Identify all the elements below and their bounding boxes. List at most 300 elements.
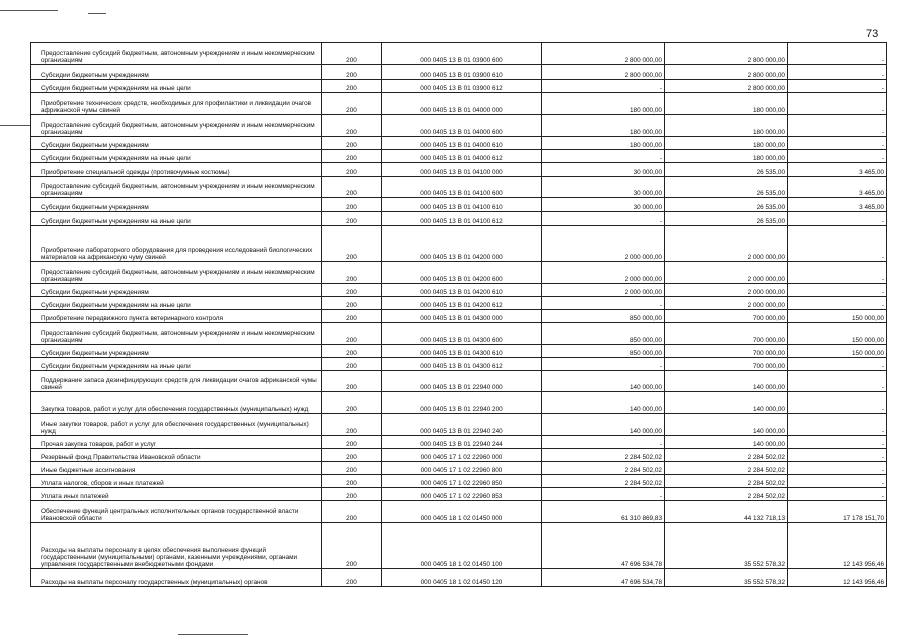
row-executed-amount: [665, 150, 788, 163]
row-unexecuted-amount-text: -: [881, 57, 884, 64]
row-code: [322, 163, 382, 177]
row-unexecuted-amount-text: 17 178 151,70: [843, 515, 884, 522]
row-approved-amount-text: 140 000,00: [630, 428, 662, 435]
row-unexecuted-amount-text: -: [881, 155, 884, 162]
row-code: [322, 297, 382, 310]
row-code: [322, 523, 382, 569]
row-code: [322, 323, 382, 345]
row-classifier-code-text: 000 0405 18 1 02 01450 100: [420, 561, 503, 568]
row-code-text: 200: [346, 155, 357, 162]
row-unexecuted-amount-text: -: [881, 254, 884, 261]
row-approved-amount: [542, 358, 665, 371]
row-executed-amount: [665, 177, 788, 198]
row-approved-amount: [542, 80, 665, 93]
row-code: [322, 449, 382, 462]
row-name: [31, 284, 322, 297]
row-code-text: 200: [346, 190, 357, 197]
table-row: [31, 80, 887, 93]
row-name-text: Предоставление субсидий бюджетным, автономным учреждениям и иным некоммерческим организациям: [41, 183, 315, 197]
row-name: [31, 501, 322, 523]
row-unexecuted-amount: [788, 345, 887, 358]
scan-mark: [0, 125, 30, 126]
row-code-text: 200: [346, 276, 357, 283]
row-classifier-code-text: 000 0405 17 1 02 22960 850: [420, 480, 503, 487]
row-classifier-code-text: 000 0405 17 1 02 22960 000: [420, 454, 503, 461]
row-executed-amount-text: 2 284 502,02: [747, 493, 785, 500]
row-approved-amount: [542, 501, 665, 523]
table-row: [31, 226, 887, 262]
row-unexecuted-amount: [788, 569, 887, 587]
row-executed-amount-text: 180 000,00: [753, 107, 785, 114]
row-classifier-code: [382, 150, 542, 163]
row-executed-amount: [665, 501, 788, 523]
row-executed-amount: [665, 297, 788, 310]
row-code: [322, 198, 382, 212]
budget-table: [30, 42, 887, 587]
row-approved-amount-text: 850 000,00: [630, 350, 662, 357]
row-name: [31, 80, 322, 93]
table-row: [31, 488, 887, 501]
row-executed-amount: [665, 262, 788, 284]
row-classifier-code: [382, 226, 542, 262]
row-classifier-code: [382, 198, 542, 212]
row-unexecuted-amount: [788, 163, 887, 177]
row-name: [31, 392, 322, 414]
row-executed-amount: [665, 462, 788, 475]
row-approved-amount: [542, 93, 665, 115]
row-name-text: Предоставление субсидий бюджетным, автономным учреждениям и иным некоммерческим организациям: [41, 269, 315, 283]
row-executed-amount: [665, 80, 788, 93]
row-classifier-code-text: 000 0405 13 В 01 04000 600: [420, 129, 503, 136]
table-row: [31, 569, 887, 587]
row-executed-amount: [665, 212, 788, 226]
row-executed-amount-text: 2 000 000,00: [747, 289, 785, 296]
row-name: [31, 198, 322, 212]
row-classifier-code-text: 000 0405 13 В 01 04100 000: [420, 169, 503, 176]
row-approved-amount-text: -: [659, 441, 662, 448]
row-approved-amount: [542, 115, 665, 137]
page-number: 73: [866, 28, 879, 40]
row-approved-amount: [542, 488, 665, 501]
row-classifier-code: [382, 345, 542, 358]
row-classifier-code: [382, 462, 542, 475]
row-approved-amount-text: 30 000,00: [633, 190, 662, 197]
row-classifier-code: [382, 115, 542, 137]
table-row: [31, 414, 887, 436]
row-name: [31, 212, 322, 226]
row-executed-amount: [665, 371, 788, 392]
row-approved-amount-text: -: [659, 493, 662, 500]
table-row: [31, 150, 887, 163]
row-name: [31, 163, 322, 177]
row-unexecuted-amount-text: 3 465,00: [859, 169, 884, 176]
scan-mark: [88, 13, 106, 14]
row-executed-amount: [665, 323, 788, 345]
row-classifier-code: [382, 414, 542, 436]
row-approved-amount-text: 2 284 502,02: [624, 480, 662, 487]
row-approved-amount: [542, 262, 665, 284]
row-unexecuted-amount-text: -: [881, 480, 884, 487]
row-approved-amount: [542, 392, 665, 414]
row-approved-amount: [542, 150, 665, 163]
row-executed-amount: [665, 414, 788, 436]
row-unexecuted-amount-text: -: [881, 129, 884, 136]
table-row: [31, 462, 887, 475]
row-executed-amount-text: 140 000,00: [753, 428, 785, 435]
table-row: [31, 358, 887, 371]
row-approved-amount: [542, 323, 665, 345]
table-row: [31, 475, 887, 488]
table-row: [31, 43, 887, 65]
row-approved-amount-text: -: [659, 155, 662, 162]
row-code-text: 200: [346, 515, 357, 522]
row-unexecuted-amount-text: -: [881, 72, 884, 79]
row-code-text: 200: [346, 107, 357, 114]
row-classifier-code-text: 000 0405 13 В 01 04100 610: [420, 204, 503, 211]
row-code-text: 200: [346, 254, 357, 261]
row-code-text: 200: [346, 218, 357, 225]
table-row: [31, 297, 887, 310]
table-row: [31, 93, 887, 115]
row-unexecuted-amount: [788, 137, 887, 150]
row-classifier-code: [382, 323, 542, 345]
row-classifier-code-text: 000 0405 13 В 01 04100 600: [420, 190, 503, 197]
row-executed-amount: [665, 65, 788, 80]
row-unexecuted-amount: [788, 436, 887, 449]
row-approved-amount-text: 2 000 000,00: [624, 276, 662, 283]
row-unexecuted-amount: [788, 80, 887, 93]
row-name-text: Прочая закупка товаров, работ и услуг: [41, 441, 157, 448]
row-approved-amount: [542, 449, 665, 462]
row-code: [322, 262, 382, 284]
row-classifier-code: [382, 371, 542, 392]
row-code-text: 200: [346, 337, 357, 344]
row-executed-amount-text: 35 552 578,32: [744, 561, 785, 568]
row-unexecuted-amount-text: -: [881, 467, 884, 474]
row-name: [31, 43, 322, 65]
row-classifier-code: [382, 449, 542, 462]
row-approved-amount: [542, 43, 665, 65]
row-executed-amount-text: 2 800 000,00: [747, 85, 785, 92]
row-approved-amount: [542, 569, 665, 587]
row-name: [31, 262, 322, 284]
row-unexecuted-amount: [788, 371, 887, 392]
row-name: [31, 93, 322, 115]
row-name-text: Приобретение технических средств, необходимых для профилактики и ликвидации очагов африканской чумы свиней: [41, 100, 312, 114]
row-executed-amount-text: 700 000,00: [753, 350, 785, 357]
row-classifier-code-text: 000 0405 13 В 01 03900 610: [420, 72, 503, 79]
row-classifier-code-text: 000 0405 13 В 01 03900 600: [420, 57, 503, 64]
row-classifier-code-text: 000 0405 13 В 01 04300 600: [420, 337, 503, 344]
row-executed-amount-text: 700 000,00: [753, 315, 785, 322]
row-unexecuted-amount: [788, 523, 887, 569]
row-executed-amount: [665, 137, 788, 150]
row-approved-amount: [542, 436, 665, 449]
row-code: [322, 358, 382, 371]
row-unexecuted-amount: [788, 65, 887, 80]
row-name: [31, 115, 322, 137]
row-executed-amount-text: 180 000,00: [753, 155, 785, 162]
row-executed-amount-text: 140 000,00: [753, 441, 785, 448]
scan-mark: [0, 10, 58, 11]
row-code-text: 200: [346, 302, 357, 309]
row-classifier-code-text: 000 0405 13 В 01 03900 612: [420, 85, 503, 92]
row-name-text: Субсидии бюджетным учреждениям на иные цели: [41, 302, 191, 309]
row-classifier-code: [382, 475, 542, 488]
row-approved-amount: [542, 462, 665, 475]
row-executed-amount-text: 2 800 000,00: [747, 57, 785, 64]
row-approved-amount-text: 140 000,00: [630, 384, 662, 391]
row-approved-amount-text: 2 800 000,00: [624, 57, 662, 64]
row-unexecuted-amount-text: -: [881, 428, 884, 435]
row-executed-amount-text: 140 000,00: [753, 406, 785, 413]
row-approved-amount-text: 2 000 000,00: [624, 254, 662, 261]
row-executed-amount: [665, 569, 788, 587]
row-classifier-code: [382, 284, 542, 297]
row-executed-amount-text: 700 000,00: [753, 337, 785, 344]
row-executed-amount-text: 180 000,00: [753, 142, 785, 149]
row-name-text: Предоставление субсидий бюджетным, автономным учреждениям и иным некоммерческим организациям: [41, 122, 315, 136]
row-executed-amount-text: 2 800 000,00: [747, 72, 785, 79]
row-approved-amount-text: -: [659, 85, 662, 92]
row-classifier-code-text: 000 0405 13 В 01 04100 612: [420, 218, 503, 225]
row-name-text: Расходы на выплаты персоналу в целях обеспечения выполнения функций государственными (муниципальными) органами, казенными учреждениями, органами управления государственными внебюджетными фондами: [41, 547, 298, 568]
row-classifier-code: [382, 523, 542, 569]
row-approved-amount: [542, 226, 665, 262]
row-name-text: Субсидии бюджетным учреждениям: [41, 289, 149, 296]
row-executed-amount: [665, 449, 788, 462]
row-unexecuted-amount-text: 150 000,00: [852, 315, 884, 322]
row-approved-amount: [542, 137, 665, 150]
row-unexecuted-amount: [788, 414, 887, 436]
table-row: [31, 212, 887, 226]
row-name-text: Предоставление субсидий бюджетным, автономным учреждениям и иным некоммерческим организациям: [41, 50, 315, 64]
row-name: [31, 436, 322, 449]
row-approved-amount-text: -: [659, 363, 662, 370]
row-unexecuted-amount-text: 3 465,00: [859, 204, 884, 211]
row-name-text: Обеспечение функций центральных исполнительных органов государственной власти Ивановской области: [41, 508, 299, 522]
row-unexecuted-amount: [788, 449, 887, 462]
row-approved-amount: [542, 65, 665, 80]
row-name-text: Предоставление субсидий бюджетным, автономным учреждениям и иным некоммерческим организациям: [41, 330, 315, 344]
row-approved-amount-text: -: [659, 302, 662, 309]
row-executed-amount: [665, 163, 788, 177]
row-code: [322, 371, 382, 392]
row-approved-amount-text: 180 000,00: [630, 107, 662, 114]
row-approved-amount-text: 47 696 534,78: [621, 561, 662, 568]
row-executed-amount-text: 2 284 502,02: [747, 454, 785, 461]
row-classifier-code: [382, 358, 542, 371]
row-classifier-code: [382, 392, 542, 414]
row-executed-amount: [665, 115, 788, 137]
table-row: [31, 177, 887, 198]
row-classifier-code-text: 000 0405 13 В 01 04200 600: [420, 276, 503, 283]
row-classifier-code-text: 000 0405 13 В 01 22940 200: [420, 406, 503, 413]
row-code: [322, 137, 382, 150]
row-unexecuted-amount: [788, 93, 887, 115]
row-executed-amount: [665, 43, 788, 65]
row-unexecuted-amount-text: -: [881, 363, 884, 370]
row-classifier-code: [382, 212, 542, 226]
row-name: [31, 137, 322, 150]
row-classifier-code-text: 000 0405 13 В 01 22940 240: [420, 428, 503, 435]
row-approved-amount-text: 30 000,00: [633, 169, 662, 176]
row-code-text: 200: [346, 57, 357, 64]
row-unexecuted-amount: [788, 212, 887, 226]
row-approved-amount-text: 140 000,00: [630, 406, 662, 413]
row-classifier-code-text: 000 0405 18 1 02 01450 000: [420, 515, 503, 522]
row-code: [322, 150, 382, 163]
row-name-text: Иные закупки товаров, работ и услуг для обеспечения государственных (муниципальных) нужд: [41, 421, 309, 435]
row-approved-amount: [542, 523, 665, 569]
row-classifier-code: [382, 262, 542, 284]
row-classifier-code-text: 000 0405 13 В 01 22940 000: [420, 384, 503, 391]
table-row: [31, 392, 887, 414]
row-code: [322, 115, 382, 137]
row-executed-amount-text: 2 000 000,00: [747, 254, 785, 261]
row-name-text: Поддержание запаса дезинфицирующих средств для ликвидации очагов африканской чумы свиней: [41, 377, 317, 391]
row-unexecuted-amount-text: -: [881, 384, 884, 391]
row-code-text: 200: [346, 315, 357, 322]
row-unexecuted-amount-text: -: [881, 302, 884, 309]
row-unexecuted-amount-text: -: [881, 85, 884, 92]
row-classifier-code: [382, 488, 542, 501]
row-name-text: Субсидии бюджетным учреждениям: [41, 204, 149, 211]
row-classifier-code: [382, 93, 542, 115]
row-unexecuted-amount: [788, 501, 887, 523]
row-code: [322, 93, 382, 115]
row-code-text: 200: [346, 129, 357, 136]
row-classifier-code: [382, 80, 542, 93]
row-name-text: Субсидии бюджетным учреждениям: [41, 350, 149, 357]
row-code: [322, 475, 382, 488]
row-name: [31, 371, 322, 392]
row-code-text: 200: [346, 169, 357, 176]
row-code: [322, 65, 382, 80]
row-name: [31, 310, 322, 323]
row-executed-amount: [665, 93, 788, 115]
row-unexecuted-amount: [788, 392, 887, 414]
row-classifier-code: [382, 43, 542, 65]
row-code-text: 200: [346, 454, 357, 461]
row-name: [31, 177, 322, 198]
row-approved-amount: [542, 163, 665, 177]
row-unexecuted-amount-text: 150 000,00: [852, 350, 884, 357]
row-executed-amount: [665, 436, 788, 449]
row-code-text: 200: [346, 204, 357, 211]
row-unexecuted-amount: [788, 323, 887, 345]
row-approved-amount: [542, 345, 665, 358]
row-executed-amount: [665, 488, 788, 501]
row-unexecuted-amount-text: -: [881, 493, 884, 500]
row-name: [31, 345, 322, 358]
row-executed-amount-text: 140 000,00: [753, 384, 785, 391]
row-classifier-code-text: 000 0405 13 В 01 04200 000: [420, 254, 503, 261]
table-row: [31, 262, 887, 284]
row-code: [322, 392, 382, 414]
row-name: [31, 65, 322, 80]
row-executed-amount: [665, 523, 788, 569]
table-body: [31, 43, 887, 587]
row-approved-amount-text: 850 000,00: [630, 315, 662, 322]
row-approved-amount: [542, 475, 665, 488]
row-classifier-code: [382, 163, 542, 177]
row-name-text: Субсидии бюджетным учреждениям на иные цели: [41, 363, 191, 370]
row-code-text: 200: [346, 480, 357, 487]
table-row: [31, 371, 887, 392]
row-name: [31, 523, 322, 569]
row-approved-amount-text: 850 000,00: [630, 337, 662, 344]
table-row: [31, 163, 887, 177]
row-approved-amount-text: 2 000 000,00: [624, 289, 662, 296]
row-code-text: 200: [346, 493, 357, 500]
row-name: [31, 297, 322, 310]
row-approved-amount: [542, 212, 665, 226]
row-unexecuted-amount: [788, 310, 887, 323]
row-name-text: Субсидии бюджетным учреждениям на иные цели: [41, 155, 191, 162]
row-approved-amount: [542, 310, 665, 323]
row-classifier-code-text: 000 0405 13 В 01 04300 612: [420, 363, 503, 370]
table-row: [31, 65, 887, 80]
table-row: [31, 137, 887, 150]
row-name-text: Субсидии бюджетным учреждениям: [41, 142, 149, 149]
row-unexecuted-amount-text: 12 143 956,46: [843, 561, 884, 568]
row-classifier-code: [382, 569, 542, 587]
row-code: [322, 310, 382, 323]
row-executed-amount: [665, 284, 788, 297]
row-executed-amount-text: 2 000 000,00: [747, 302, 785, 309]
table-row: [31, 284, 887, 297]
row-unexecuted-amount-text: -: [881, 142, 884, 149]
row-unexecuted-amount: [788, 150, 887, 163]
table-row: [31, 198, 887, 212]
row-classifier-code-text: 000 0405 17 1 02 22960 853: [420, 493, 503, 500]
row-classifier-code-text: 000 0405 13 В 01 04300 610: [420, 350, 503, 357]
row-code: [322, 345, 382, 358]
row-unexecuted-amount-text: -: [881, 107, 884, 114]
row-classifier-code-text: 000 0405 17 1 02 22960 800: [420, 467, 503, 474]
row-classifier-code-text: 000 0405 13 В 01 04200 612: [420, 302, 503, 309]
row-name: [31, 475, 322, 488]
row-code-text: 200: [346, 561, 357, 568]
row-code-text: 200: [346, 289, 357, 296]
row-name-text: Субсидии бюджетным учреждениям: [41, 72, 149, 79]
row-name-text: Приобретение специальной одежды (противочумные костюмы): [41, 169, 230, 176]
table-row: [31, 310, 887, 323]
row-unexecuted-amount: [788, 43, 887, 65]
row-approved-amount: [542, 284, 665, 297]
row-classifier-code: [382, 501, 542, 523]
table-row: [31, 501, 887, 523]
row-name-text: Уплата налогов, сборов и иных платежей: [41, 480, 164, 487]
row-executed-amount: [665, 310, 788, 323]
row-executed-amount: [665, 392, 788, 414]
row-code-text: 200: [346, 441, 357, 448]
row-unexecuted-amount-text: -: [881, 454, 884, 461]
row-unexecuted-amount: [788, 297, 887, 310]
row-code-text: 200: [346, 406, 357, 413]
row-approved-amount-text: 2 284 502,02: [624, 467, 662, 474]
row-approved-amount-text: -: [659, 218, 662, 225]
row-executed-amount: [665, 198, 788, 212]
row-executed-amount-text: 26 535,00: [756, 190, 785, 197]
row-executed-amount: [665, 358, 788, 371]
row-unexecuted-amount: [788, 284, 887, 297]
row-name: [31, 358, 322, 371]
row-name: [31, 323, 322, 345]
scan-mark: [178, 634, 248, 635]
row-executed-amount-text: 2 284 502,02: [747, 480, 785, 487]
